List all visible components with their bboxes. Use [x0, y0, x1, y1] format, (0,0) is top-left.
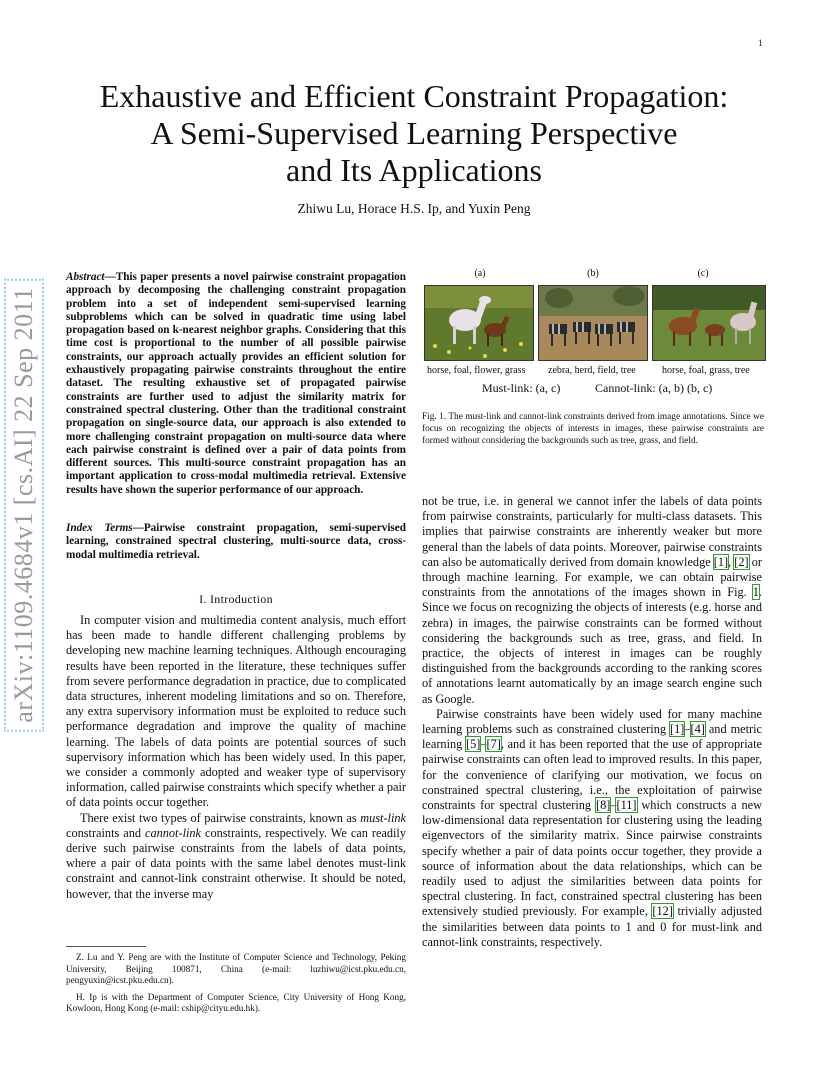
text-span: –	[610, 798, 617, 813]
cannot-link-term: cannot-link	[145, 825, 202, 840]
zebra-herd-photo	[538, 285, 648, 361]
must-link-label: Must-link: (a, c)	[482, 381, 561, 395]
figure-label-a: (a)	[474, 268, 486, 279]
index-terms	[66, 522, 406, 562]
must-link-term: must-link	[360, 810, 406, 825]
index-terms-text: —Pairwise constraint propagation, semi-supervised learning, constrained spectral clustering, multi-source data, cross-modal multimedia retrieval.	[66, 522, 406, 561]
citation-link[interactable]: [4]	[690, 722, 705, 737]
figure-caption: Fig. 1. The must-link and cannot-link constraints derived from image annotations. Since we focus on recognizing the objects of interests in images, these pairwise constraints are formed without considering the backgrounds such as tree, grass, and field.	[422, 412, 764, 446]
intro-paragraph-2	[66, 811, 406, 902]
text-span: or through machine learning. For example, we can obtain pairwise constraints from the annotations of the images shown in Fig.	[422, 554, 762, 600]
figure-link[interactable]: 1	[752, 585, 759, 600]
horse-foal-photo	[424, 285, 534, 361]
title-line: and Its Applications	[286, 152, 542, 188]
citation-link[interactable]: [1]	[670, 722, 685, 737]
text-span: constraints and	[66, 825, 145, 840]
text-span: which constructs a new low-dimensional data representation for clustering using the leading eigenvectors of the similarity matrix. Since pairwise constraints specify whether a pair of data points occur together, they provide a source of information about the data relationships, which can be readily used to adjust the similarities between data points for spectral clustering. In fact, constrained spectral clustering has been extensively studied previously. For example,	[422, 798, 763, 919]
citation-link[interactable]: [8]	[595, 798, 611, 813]
footnote-rule	[66, 946, 146, 947]
figure-label-c: (c)	[697, 268, 709, 279]
annotation-c: horse, foal, grass, tree	[662, 365, 750, 376]
citation-link[interactable]: [2]	[734, 554, 749, 569]
abstract	[66, 271, 406, 497]
figure-label-b: (b)	[587, 268, 599, 279]
figure-1	[422, 268, 767, 358]
citation-link[interactable]: [11]	[616, 798, 637, 813]
right-column-body	[422, 494, 762, 950]
citation-link[interactable]: [1]	[713, 554, 729, 569]
text-span: , and it has been reported that the use of appropriate pairwise constraints can often lead to improved results. In this paper, for the convenience of clarifying our motivation, we focus on constrained spectral clustering, i.e., the exploitation of pairwise constraints for spectral clustering	[422, 737, 762, 813]
author-list: Zhiwu Lu, Horace H.S. Ip, and Yuxin Peng	[297, 201, 531, 216]
text-span: –	[684, 722, 691, 737]
paper-title	[60, 78, 768, 189]
arxiv-stamp-text: arXiv:1109.4684v1 [cs.AI] 22 Sep 2011	[9, 283, 39, 726]
citation-link[interactable]: [12]	[652, 904, 673, 919]
index-terms-lead: Index Terms	[66, 522, 133, 534]
annotation-b: zebra, herd, field, tree	[548, 365, 636, 376]
footnotes	[66, 952, 406, 1020]
cannot-link-label: Cannot-link: (a, b) (b, c)	[595, 381, 713, 395]
page-number: 1	[758, 38, 763, 48]
text-span: ,	[728, 554, 735, 569]
horses-grass-photo	[652, 285, 766, 361]
text-span: trivially adjusted the similarities between data points to 1 and 0 for must-link and cannot-link constraints, respectively.	[422, 904, 762, 949]
footnote: Z. Lu and Y. Peng are with the Institute of Computer Science and Technology, Peking University, Beijing 100871, China (e-mail: luzhiwu@icst.pku.edu.cn, pengyuxin@icst.pku.edu.cn).	[66, 952, 406, 986]
abstract-text: —This paper presents a novel pairwise constraint propagation approach by decomposing the challenging constraint propagation problem into a set of independent semi-supervised learning subproblems which can be solved in quadratic time using label propagation based on k-nearest neighbor graphs. Considering that this time cost is proportional to the number of all possible pairwise constraints, our approach actually provides an efficient solution for exhaustively propagating pairwise constraints throughout the entire dataset. The resulting exhaustive set of propagated pairwise constraints are further used to adjust the similarity matrix for constrained spectral clustering. Other than the traditional constraint propagation on single-source data, our approach is also extended to more challenging constraint propagation on multi-source data where each pairwise constraint is defined over a pair of data points from different sources. This multi-source constraint propagation has an important application to cross-modal multimedia retrieval. Extensive results have shown the superior performance of our approach.	[66, 271, 406, 496]
title-line: Exhaustive and Efficient Constraint Propagation:	[99, 78, 729, 114]
body-paragraph	[422, 494, 762, 707]
title-line: A Semi-Supervised Learning Perspective	[150, 115, 678, 151]
section-heading: I. Introduction	[199, 592, 273, 606]
annotation-a: horse, foal, flower, grass	[427, 365, 526, 376]
introduction-body	[66, 613, 406, 902]
text-span: There exist two types of pairwise constraints, known as	[80, 810, 361, 825]
body-paragraph	[422, 707, 762, 950]
abstract-lead: Abstract	[66, 271, 105, 283]
footnote: H. Ip is with the Department of Computer Science, City University of Hong Kong, Kowloon, Hong Kong (e-mail: cship@cityu.edu.hk).	[66, 991, 406, 1014]
intro-paragraph: In computer vision and multimedia content analysis, much effort has been made to handle different challenging problems by developing new machine learning techniques. Although encouraging results have been reported in the literature, these techniques suffer from severe performance degradation in practice, due to complicated data structures, inherent modeling limitations and so on. Therefore, any extra supervisory information must be exploited to reduce such performance degradation and improve the quality of machine learning. The labels of data points are potential sources of such supervisory information which has been widely used. In this paper, we consider a commonly adopted and weaker type of supervisory information, called pairwise constraints which specify whether a pair of data points occur together.	[66, 613, 406, 810]
text-span: –	[480, 737, 487, 752]
arxiv-stamp	[4, 270, 44, 740]
text-span: Pairwise constraints have been widely used for many machine learning problems such as constrained clustering	[422, 706, 762, 737]
citation-link[interactable]: [5]	[465, 737, 481, 752]
text-span: constraints, respectively. We can readily derive such pairwise constraints from the labels of data points, where a pair of data points with the same label denotes must-link constraint and cannot-link constraint otherwise. It should be noted, however, that the inverse may	[66, 825, 407, 901]
text-span: and metric learning	[422, 722, 762, 752]
citation-link[interactable]: [7]	[486, 737, 501, 752]
text-span: . Since we focus on recognizing the objects of interests (e.g. horse and zebra) in images, the pairwise constraints can be formed without considering the backgrounds such as tree, grass, and field. In practice, the objects of interest in images can be roughly distinguished from the backgrounds according to the ranking scores of annotations learnt automatically by an image search engine such as Google.	[422, 585, 762, 706]
text-span: not be true, i.e. in general we cannot infer the labels of data points from pairwise constraints, particularly for multi-class datasets. This implies that pairwise constraints are inherently weaker but more general than the labels of data points. Moreover, pairwise constraints can also be automatically derived from domain knowledge	[422, 494, 762, 569]
